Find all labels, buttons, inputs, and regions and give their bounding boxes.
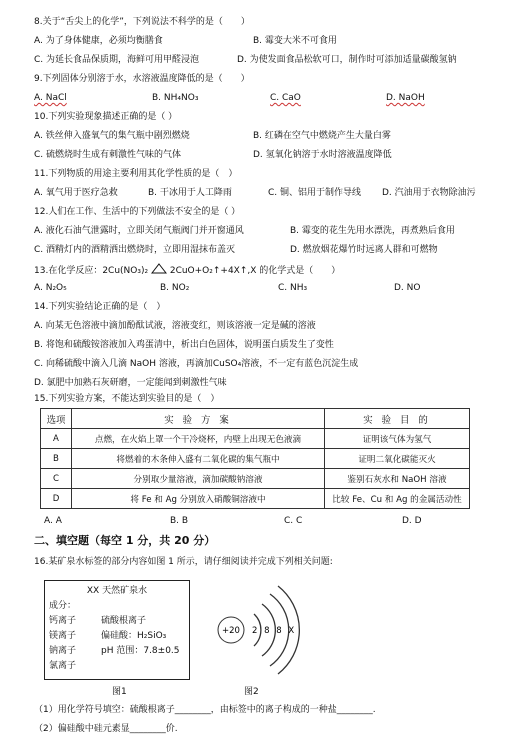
q8-option-b: B. 霉变大米不可食用 (253, 36, 337, 46)
q15-table-header (41, 409, 470, 429)
shell-electrons: 2 8 8 X (252, 626, 297, 636)
q14-option-a: A. 向某无色溶液中滴加酚酞试液，溶液变红，则该溶液一定是碱的溶液 (34, 321, 316, 331)
label-ion: 氯离子 (49, 661, 77, 671)
label-col1 (49, 614, 76, 674)
q13-option-a: A. N₂O₅ (34, 283, 67, 293)
q10-option-d: D. 氢氧化钠溶于水时溶液温度降低 (253, 150, 392, 160)
q10-option-a: A. 铁丝伸入盛氧气的集气瓶中剧烈燃烧 (34, 131, 190, 141)
q11-option-c: C. 铜、铝用于制作导线 (268, 188, 362, 198)
q12-option-c: C. 酒精灯内的酒精洒出燃烧时，立即用湿抹布盖灭 (34, 245, 236, 255)
q13-stem-post: 2CuO+O₂↑+4X↑,X 的化学式是（ ） (169, 266, 341, 276)
label-component: 偏硅酸：H₂SiO₃ (101, 631, 167, 641)
label-ion: 钠离子 (49, 646, 77, 656)
q11-option-d: D. 汽油用于衣物除油污 (382, 188, 476, 198)
q16-sub2: （2）偏硅酸中硅元素显________价. (34, 724, 178, 734)
row-a-purpose: 证明该气体为氢气 (325, 429, 470, 449)
label-component: 硫酸根离子 (101, 616, 147, 626)
nucleus-charge: +20 (222, 626, 240, 636)
q10-option-b: B. 红磷在空气中燃烧产生大量白雾 (253, 131, 391, 141)
q15-option-c: C. C (284, 516, 303, 526)
q14-option-b: B. 将饱和硫酸铵溶液加入鸡蛋清中，析出白色固体，说明蛋白质发生了变性 (34, 340, 334, 350)
q9-option-a: A. NaCl (34, 93, 67, 103)
q16-stem: 16.某矿泉水标签的部分内容如图 1 所示，请仔细阅读并完成下列相关问题: (34, 557, 333, 567)
q8-option-c: C. 为延长食品保质期，海鲜可用甲醛浸泡 (34, 55, 200, 65)
label-sub: 成分： (49, 601, 77, 611)
label-component: pH 范围：7.8±0.5 (101, 646, 180, 656)
q14-stem: 14.下列实验结论正确的是（ ） (34, 302, 166, 312)
fig1-caption: 图1 (112, 687, 127, 697)
q10-stem: 10.下列实验现象描述正确的是（ ） (34, 112, 178, 122)
q10-option-c: C. 硫燃烧时生成有刺激性气味的气体 (34, 150, 182, 160)
q15-option-a: A. A (44, 516, 62, 526)
q13-stem (34, 263, 340, 277)
row-a-plan: 点燃，在火焰上罩一个干冷烧杯，内壁上出现无色液滴 (72, 429, 325, 449)
q13-option-c: C. NH₃ (278, 283, 308, 293)
q9-option-c: C. CaO (270, 93, 301, 103)
q12-stem: 12.人们在工作、生活中的下列做法不安全的是（ ） (34, 207, 241, 217)
q14-option-d: D. 氯肥中加熟石灰研磨，一定能闻到刺激性气味 (34, 378, 227, 388)
table-row (41, 469, 470, 489)
row-c-purpose: 鉴别石灰水和 NaOH 溶液 (325, 469, 470, 489)
header-purpose: 实 验 目 的 (325, 409, 470, 429)
row-d-plan: 将 Fe 和 Ag 分别放入硝酸铜溶液中 (72, 489, 325, 509)
row-d-purpose: 比较 Fe、Cu 和 Ag 的金属活动性 (325, 489, 470, 509)
q13-stem-pre: 13.在化学反应：2Cu(NO₃)₂ (34, 266, 149, 276)
heat-triangle-icon (151, 263, 167, 274)
q8-stem: 8.关于“舌尖上的化学”，下列说法不科学的是（ ） (34, 17, 250, 27)
q14-option-c: C. 向稀硫酸中滴入几滴 NaOH 溶液，再滴加CuSO₄溶液，不一定有蓝色沉淀生成 (34, 359, 359, 369)
label-ion: 镁离子 (49, 631, 77, 641)
label-col2 (101, 614, 180, 659)
q12-option-b: B. 霉变的花生先用水漂洗，再煮熟后食用 (290, 226, 455, 236)
mineral-water-label (44, 580, 190, 680)
row-c-plan: 分别取少量溶液，滴加碳酸钠溶液 (72, 469, 325, 489)
q15-option-b: B. B (170, 516, 189, 526)
header-option: 选项 (41, 409, 72, 429)
q13-option-d: D. NO (394, 283, 421, 293)
label-title: XX 天然矿泉水 (86, 586, 148, 596)
q15-option-d: D. D (402, 516, 422, 526)
q9-stem: 9.下列固体分别溶于水，水溶液温度降低的是（ ） (34, 74, 250, 84)
q13-option-b: B. NO₂ (160, 283, 190, 293)
q11-option-b: B. 干冰用于人工降雨 (148, 188, 232, 198)
row-a-option: A (41, 429, 72, 449)
fig2-caption: 图2 (244, 687, 259, 697)
q12-option-a: A. 液化石油气泄露时，立即关闭气瓶阀门并开窗通风 (34, 226, 244, 236)
q12-option-d: D. 燃放烟花爆竹时远离人群和可燃物 (290, 245, 438, 255)
q9-option-b: B. NH₄NO₃ (152, 93, 199, 103)
row-c-option: C (41, 469, 72, 489)
q9-option-d: D. NaOH (386, 93, 425, 103)
q11-stem: 11.下列物质的用途主要利用其化学性质的是（ ） (34, 169, 238, 179)
q8-option-d: D. 为使发面食品松软可口，制作时可添加适量碳酸氢钠 (237, 55, 457, 65)
label-ion: 钙离子 (49, 616, 77, 626)
table-row (41, 449, 470, 469)
row-b-purpose: 证明二氧化碳能灭火 (325, 449, 470, 469)
header-plan: 实 验 方 案 (72, 409, 325, 429)
row-b-plan: 将燃着的木条伸入盛有二氧化碳的集气瓶中 (72, 449, 325, 469)
q16-sub1: （1）用化学符号填空：硫酸根离子________，由标签中的离子构成的一种盐________. (34, 705, 376, 715)
row-b-option: B (41, 449, 72, 469)
table-row (41, 429, 470, 449)
q11-option-a: A. 氧气用于医疗急救 (34, 188, 118, 198)
q8-option-a: A. 为了身体健康，必须均衡膳食 (34, 36, 163, 46)
section-title: 二、填空题（每空 1 分，共 20 分） (34, 534, 216, 547)
table-row (41, 489, 470, 509)
q15-table (40, 408, 470, 509)
q15-stem: 15.下列实验方案，不能达到实验目的是（ ） (34, 394, 220, 404)
atom-structure-diagram (214, 584, 304, 676)
row-d-option: D (41, 489, 72, 509)
